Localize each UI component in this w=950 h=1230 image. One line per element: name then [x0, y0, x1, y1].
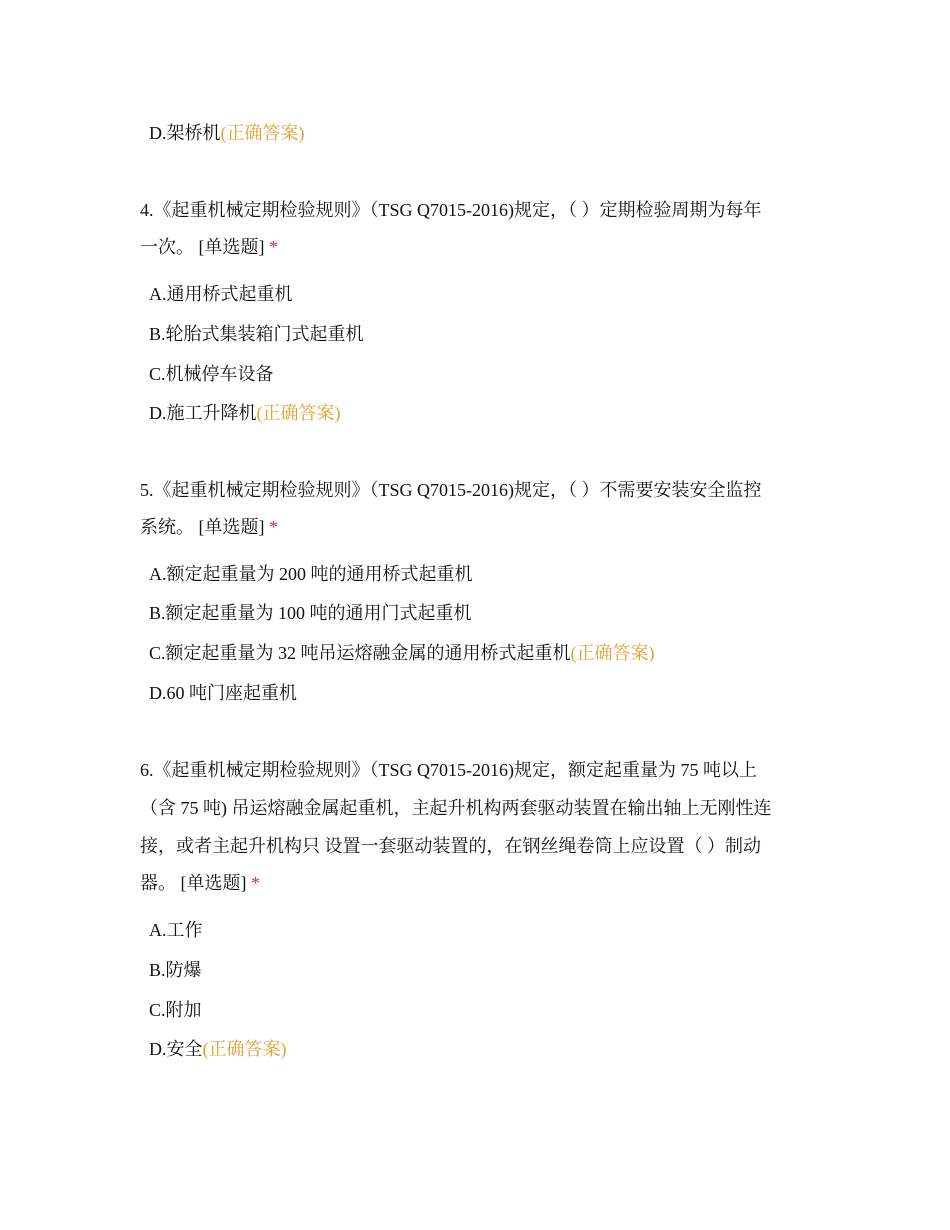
option-c[interactable] [149, 998, 202, 1022]
option-label: D.60 吨门座起重机 [149, 683, 297, 703]
option-label: B.轮胎式集装箱门式起重机 [149, 324, 364, 344]
correct-answer-mark: (正确答案) [202, 1039, 287, 1059]
question-number: 5. [140, 480, 154, 500]
option-a[interactable] [149, 282, 293, 306]
option-label: A.通用桥式起重机 [149, 284, 293, 304]
option-label: C.附加 [149, 1000, 202, 1020]
option-a[interactable] [149, 562, 473, 586]
option-label: B.防爆 [149, 960, 202, 980]
question-number: 4. [140, 200, 154, 220]
question-stem-line: 5.《起重机械定期检验规则》（TSG Q7015-2016)规定，（ ）不需要安装安全监控 [140, 480, 762, 500]
option-a[interactable] [149, 918, 203, 942]
option-b[interactable] [149, 601, 472, 625]
option-c[interactable] [149, 641, 655, 665]
option-label: D.架桥机 [149, 123, 221, 143]
required-star: * [269, 517, 278, 537]
option-label: D.施工升降机 [149, 403, 257, 423]
required-star: * [269, 237, 278, 257]
question-stem-line: 4.《起重机械定期检验规则》（TSG Q7015-2016)规定，（ ）定期检验周期为每年 [140, 200, 762, 220]
question-type: [单选题] [198, 517, 265, 537]
question-type: [单选题] [198, 237, 265, 257]
option-c[interactable] [149, 362, 274, 386]
question-stem-line: 6.《起重机械定期检验规则》（TSG Q7015-2016)规定，额定起重量为 75 吨以上 [140, 760, 757, 780]
question-number: 6. [140, 760, 154, 780]
option-carryover-d[interactable] [149, 121, 305, 145]
question-stem-line: 器。 [单选题] * [140, 873, 260, 893]
option-b[interactable] [149, 958, 202, 982]
option-d[interactable] [149, 681, 297, 705]
option-d[interactable] [149, 401, 341, 425]
correct-answer-mark: (正确答案) [220, 123, 305, 143]
option-label: C.机械停车设备 [149, 364, 274, 384]
correct-answer-mark: (正确答案) [256, 403, 341, 423]
question-stem-line: （含 75 吨) 吊运熔融金属起重机，主起升机构两套驱动装置在输出轴上无刚性连 [140, 798, 772, 818]
required-star: * [251, 873, 260, 893]
question-type: [单选题] [180, 873, 247, 893]
option-label: B.额定起重量为 100 吨的通用门式起重机 [149, 603, 472, 623]
option-label: A.额定起重量为 200 吨的通用桥式起重机 [149, 564, 473, 584]
option-b[interactable] [149, 322, 364, 346]
correct-answer-mark: (正确答案) [570, 643, 655, 663]
option-label: C.额定起重量为 32 吨吊运熔融金属的通用桥式起重机 [149, 643, 571, 663]
option-label: A.工作 [149, 920, 203, 940]
option-label: D.安全 [149, 1039, 203, 1059]
question-stem-line: 系统。 [单选题] * [140, 517, 278, 537]
question-stem-line: 一次。 [单选题] * [140, 237, 278, 257]
option-d[interactable] [149, 1037, 287, 1061]
question-stem-line: 接，或者主起升机构只 设置一套驱动装置的，在钢丝绳卷筒上应设置（ ）制动 [140, 836, 761, 856]
